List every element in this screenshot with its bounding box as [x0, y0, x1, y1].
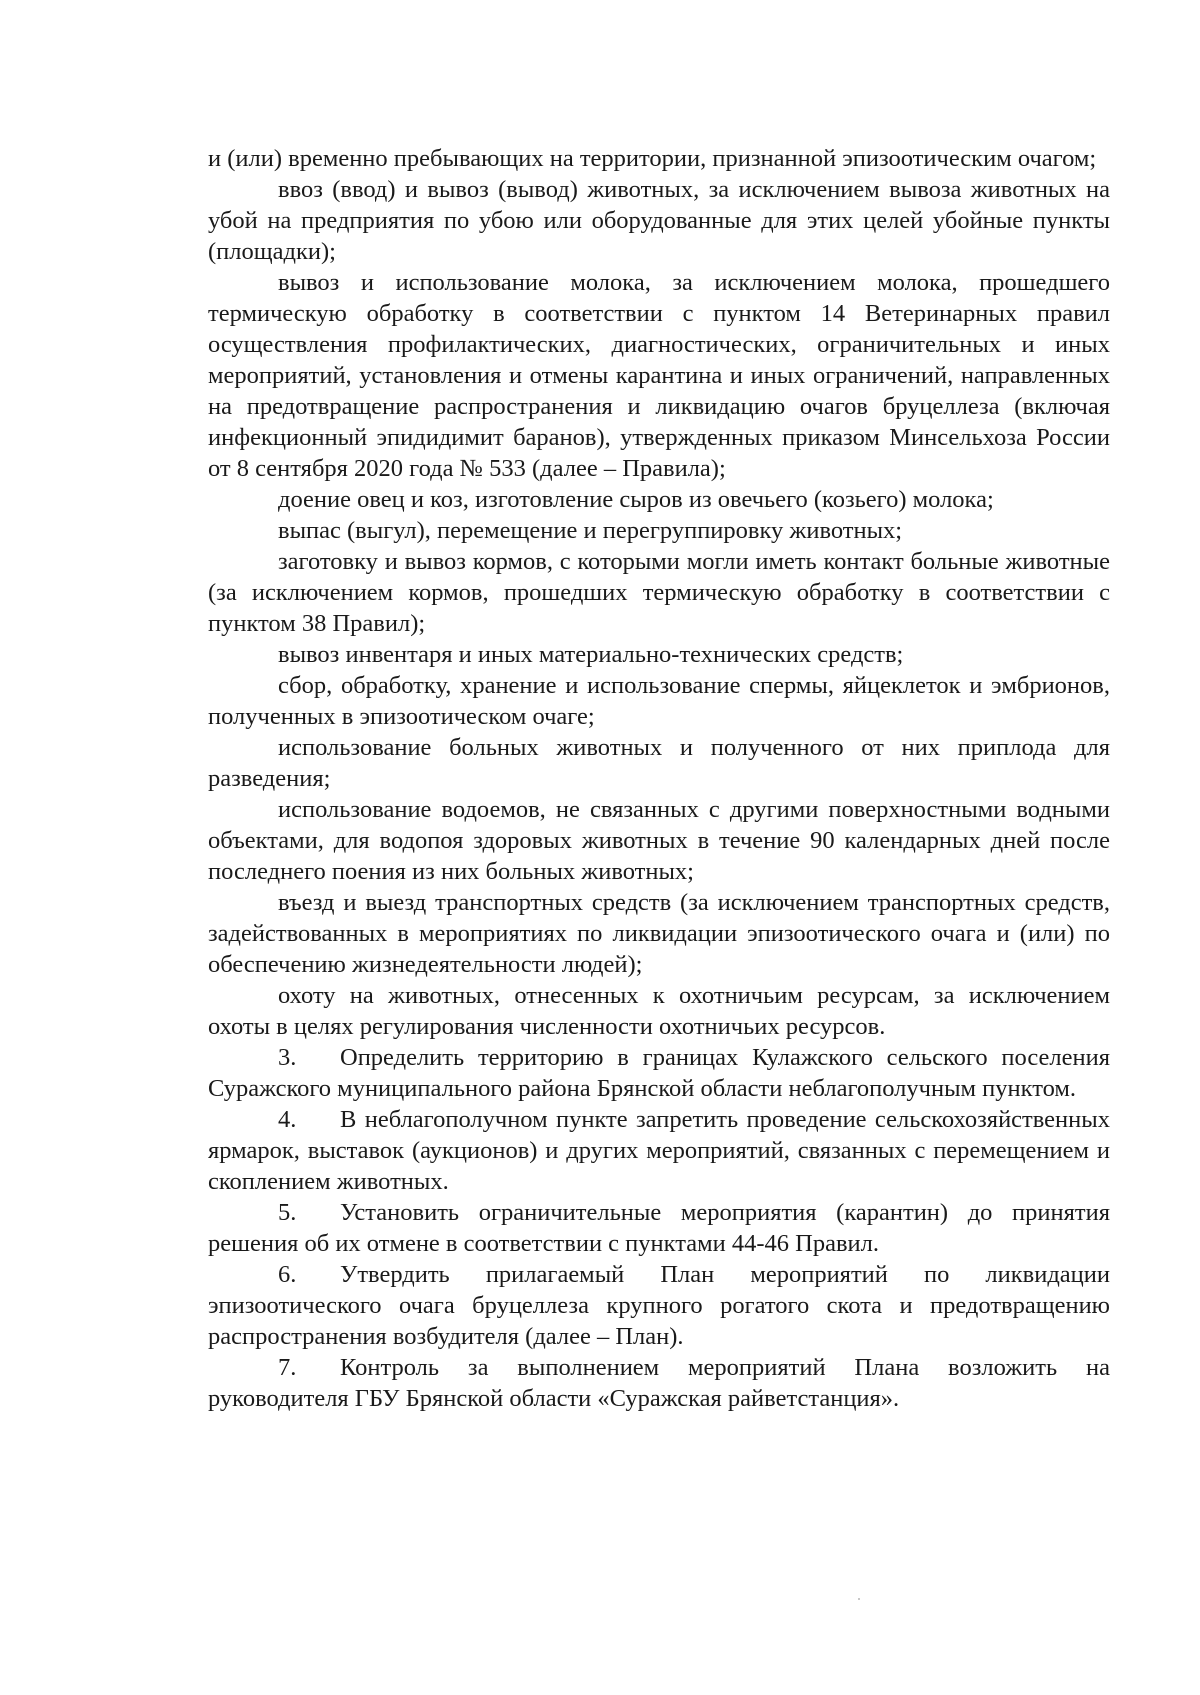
- numbered-item: [208, 1042, 1110, 1104]
- item-number: 4.: [278, 1106, 297, 1133]
- item-number: 7.: [278, 1354, 297, 1381]
- item-number: 3.: [278, 1044, 297, 1071]
- document-body: [208, 143, 1110, 1414]
- paragraph: охоту на животных, отнесенных к охотничьим ресурсам, за исключением охоты в целях регулирования численности охотничьих ресурсов.: [208, 982, 1110, 1040]
- paragraph: доение овец и коз, изготовление сыров из овечьего (козьего) молока;: [278, 486, 994, 513]
- item-number: 6.: [278, 1261, 297, 1288]
- paragraph: выпас (выгул), перемещение и перегруппировку животных;: [278, 517, 903, 544]
- paragraph: заготовку и вывоз кормов, с которыми могли иметь контакт больные животные (за исключением кормов, прошедших термическую обработку в соответствии с пунктом 38 Правил);: [208, 548, 1110, 637]
- numbered-item: [208, 1259, 1110, 1352]
- item-number: 5.: [278, 1199, 297, 1226]
- paragraph: вывоз и использование молока, за исключением молока, прошедшего термическую обработку в соответствии с пунктом 14 Ветеринарных правил осуществления профилактических, диагностических, ограничительных и иных мероприятий, установления и отмены карантина и иных ограничений, направленных на предотвращение распространения и ликвидацию очагов бруцеллеза (включая инфекционный эпидидимит баранов), утвержденных приказом Минсельхоза России от 8 сентября 2020 года № 533 (далее – Правила);: [208, 269, 1110, 482]
- paragraph: сбор, обработку, хранение и использование спермы, яйцеклеток и эмбрионов, полученных в эпизоотическом очаге;: [208, 672, 1110, 730]
- paragraph: въезд и выезд транспортных средств (за исключением транспортных средств, задействованных в мероприятиях по ликвидации эпизоотического очага и (или) по обеспечению жизнедеятельности людей);: [208, 889, 1110, 978]
- item-text: Установить ограничительные мероприятия (карантин) до принятия решения об их отмене в соответствии с пунктами 44-46 Правил.: [208, 1199, 1110, 1257]
- paragraph: использование водоемов, не связанных с другими поверхностными водными объектами, для водопоя здоровых животных в течение 90 календарных дней после последнего поения из них больных животных;: [208, 796, 1110, 885]
- paragraph: использование больных животных и полученного от них приплода для разведения;: [208, 734, 1110, 792]
- item-text: Определить территорию в границах Кулажского сельского поселения Суражского муниципального района Брянской области неблагополучным пунктом.: [208, 1044, 1110, 1102]
- item-text: Контроль за выполнением мероприятий Плана возложить на руководителя ГБУ Брянской области «Суражская райветстанция».: [208, 1354, 1110, 1412]
- paragraph: и (или) временно пребывающих на территории, признанной эпизоотическим очагом;: [208, 145, 1097, 172]
- paragraph: ввоз (ввод) и вывоз (вывод) животных, за исключением вывоза животных на убой на предприятия по убою или оборудованные для этих целей убойные пункты (площадки);: [208, 176, 1110, 265]
- paragraph: вывоз инвентаря и иных материально-технических средств;: [278, 641, 904, 668]
- numbered-item: [208, 1352, 1110, 1414]
- item-text: В неблагополучном пункте запретить проведение сельскохозяйственных ярмарок, выставок (аукционов) и других мероприятий, связанных с перемещением и скоплением животных.: [208, 1106, 1110, 1195]
- numbered-item: [208, 1104, 1110, 1197]
- scan-speck: [858, 1598, 860, 1600]
- numbered-item: [208, 1197, 1110, 1259]
- item-text: Утвердить прилагаемый План мероприятий по ликвидации эпизоотического очага бруцеллеза крупного рогатого скота и предотвращению распространения возбудителя (далее – План).: [208, 1261, 1110, 1350]
